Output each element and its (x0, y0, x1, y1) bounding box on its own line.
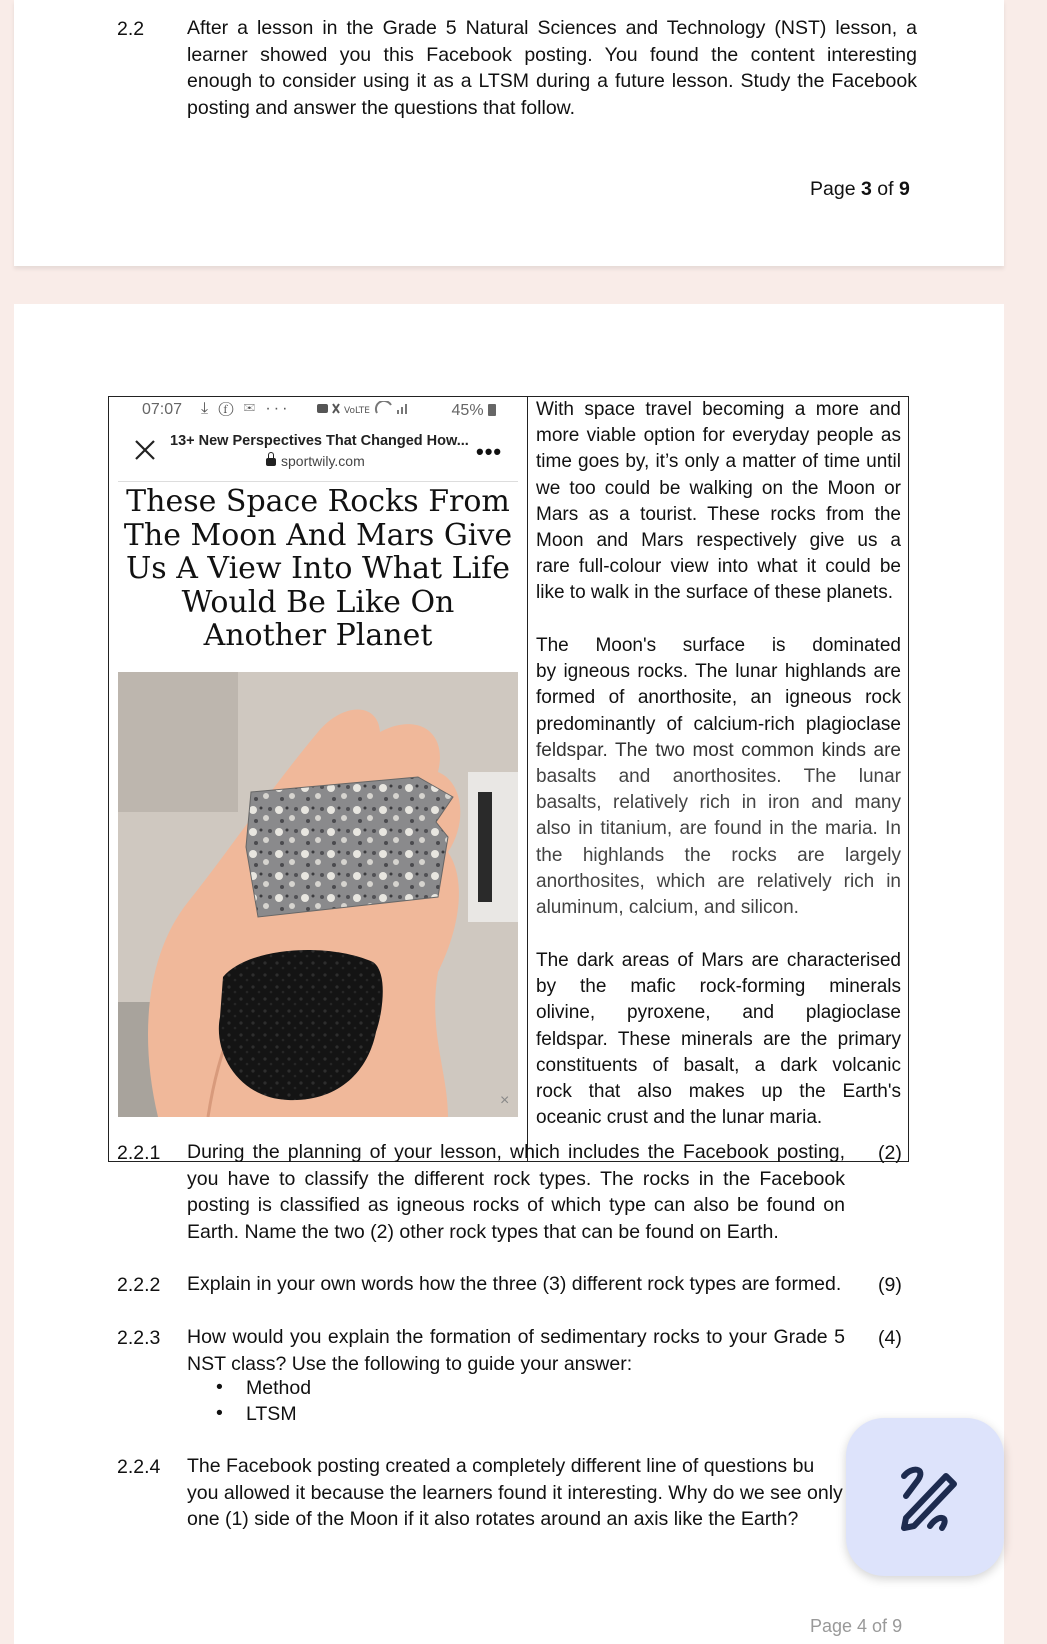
question-2-2-4-text: The Facebook posting created a completely different line of questions bu you allowed it because the learners found it interesting. Why do we see only one (1) side of the Moon if it also rotates around an axis like the Earth? (187, 1455, 843, 1530)
question-number-2-2-4: 2.2.4 (117, 1456, 161, 1478)
svg-text:VoLTE: VoLTE (344, 406, 370, 416)
bullet-ltsm: LTSM (246, 1403, 297, 1425)
lock-icon (266, 458, 276, 466)
article-headline: These Space Rocks From The Moon And Mars Give Us A View Into What Life Would Be Like On Another Planet (123, 484, 513, 653)
article-paragraph-1: With space travel becoming a more and more viable option for everyday people as time goes by, it’s only a matter of time until we too could be walking on the Moon or Mars as a tourist. These rocks from the Moon and Mars respectively give us a rare full-colour view into what it could be like to walk in the surface of these planets. (536, 399, 901, 604)
webpage-domain: sportwily.com (266, 453, 365, 469)
space-rocks-photo (118, 672, 518, 1117)
close-ad-icon[interactable]: × (500, 1092, 510, 1109)
question-2-2-text: After a lesson in the Grade 5 Natural Sciences and Technology (NST) lesson, a learner showed you this Facebook posting. You found the content interesting enough to consider using it as a LTSM during a future lesson. Study the Facebook posting and answer the questions that follow. (187, 17, 917, 119)
bullet-icon: • (216, 1376, 223, 1398)
question-number-2-2-1: 2.2.1 (117, 1142, 161, 1164)
marks-2-2-1: (2) (878, 1142, 902, 1164)
battery-icon (488, 404, 496, 416)
annotate-button[interactable] (846, 1418, 1004, 1576)
question-2-2-1-text: During the planning of your lesson, which includes the Facebook posting, you have to classify the different rock types. The rocks in the Facebook posting is classified as igneous rocks of which type can also be found on Earth. Name the two (2) other rock types that can be found on Earth. (187, 1141, 845, 1243)
page-number-label: Page 3 of 9 (810, 178, 910, 200)
bullet-method: Method (246, 1377, 312, 1399)
bullet-icon: • (216, 1402, 223, 1424)
more-options-icon[interactable]: ••• (476, 439, 503, 464)
webpage-title: 13+ New Perspectives That Changed How... (170, 433, 469, 449)
question-number-2-2-3: 2.2.3 (117, 1327, 161, 1349)
page-4-footer: Page 4 of 9 (810, 1616, 903, 1636)
marks-2-2-3: (4) (878, 1327, 902, 1349)
signal-icons (317, 401, 447, 417)
question-2-2-3-text: How would you explain the formation of sedimentary rocks to your Grade 5 NST class? Use the following to guide your answer: (187, 1326, 845, 1375)
phone-status-bar: 07:07 ⤓ ⓕ ✉ ··· VoLTE 45% (118, 397, 518, 423)
facebook-post-table (108, 396, 909, 1162)
question-number-2-2: 2.2 (117, 18, 145, 40)
draw-pen-icon (846, 1418, 1004, 1576)
marks-2-2-2: (9) (878, 1274, 902, 1296)
document-page-3 (14, 0, 1004, 266)
article-paragraph-3: The dark areas of Mars are characterised by the mafic rock-forming minerals olivine, pyroxene, and plagioclase feldspar. These minerals are the primary constituents of basalt, a dark volcanic rock that also makes up the Earth's oceanic crust and the lunar maria. (536, 950, 901, 1129)
question-number-2-2-2: 2.2.2 (117, 1274, 161, 1296)
facebook-screenshot (118, 397, 518, 1117)
article-paragraph-2: The Moon's surface is dominated by igneous rocks. The lunar highlands are formed of anorthosite, an igneous rock predominantly of calcium-rich plagioclase feldspar. The two most common kinds are basalts and anorthosites. The lunar basalts, relatively rich in iron and many also in titanium, are found in the maria. In the highlands the rocks are largely anorthosites, which are relatively rich in aluminum, calcium, and silicon. (536, 635, 901, 919)
close-icon[interactable] (130, 435, 160, 465)
question-2-2-2-text: Explain in your own words how the three (3) different rock types are formed. (187, 1273, 842, 1295)
battery-status: VoLTE 45% (317, 401, 496, 420)
